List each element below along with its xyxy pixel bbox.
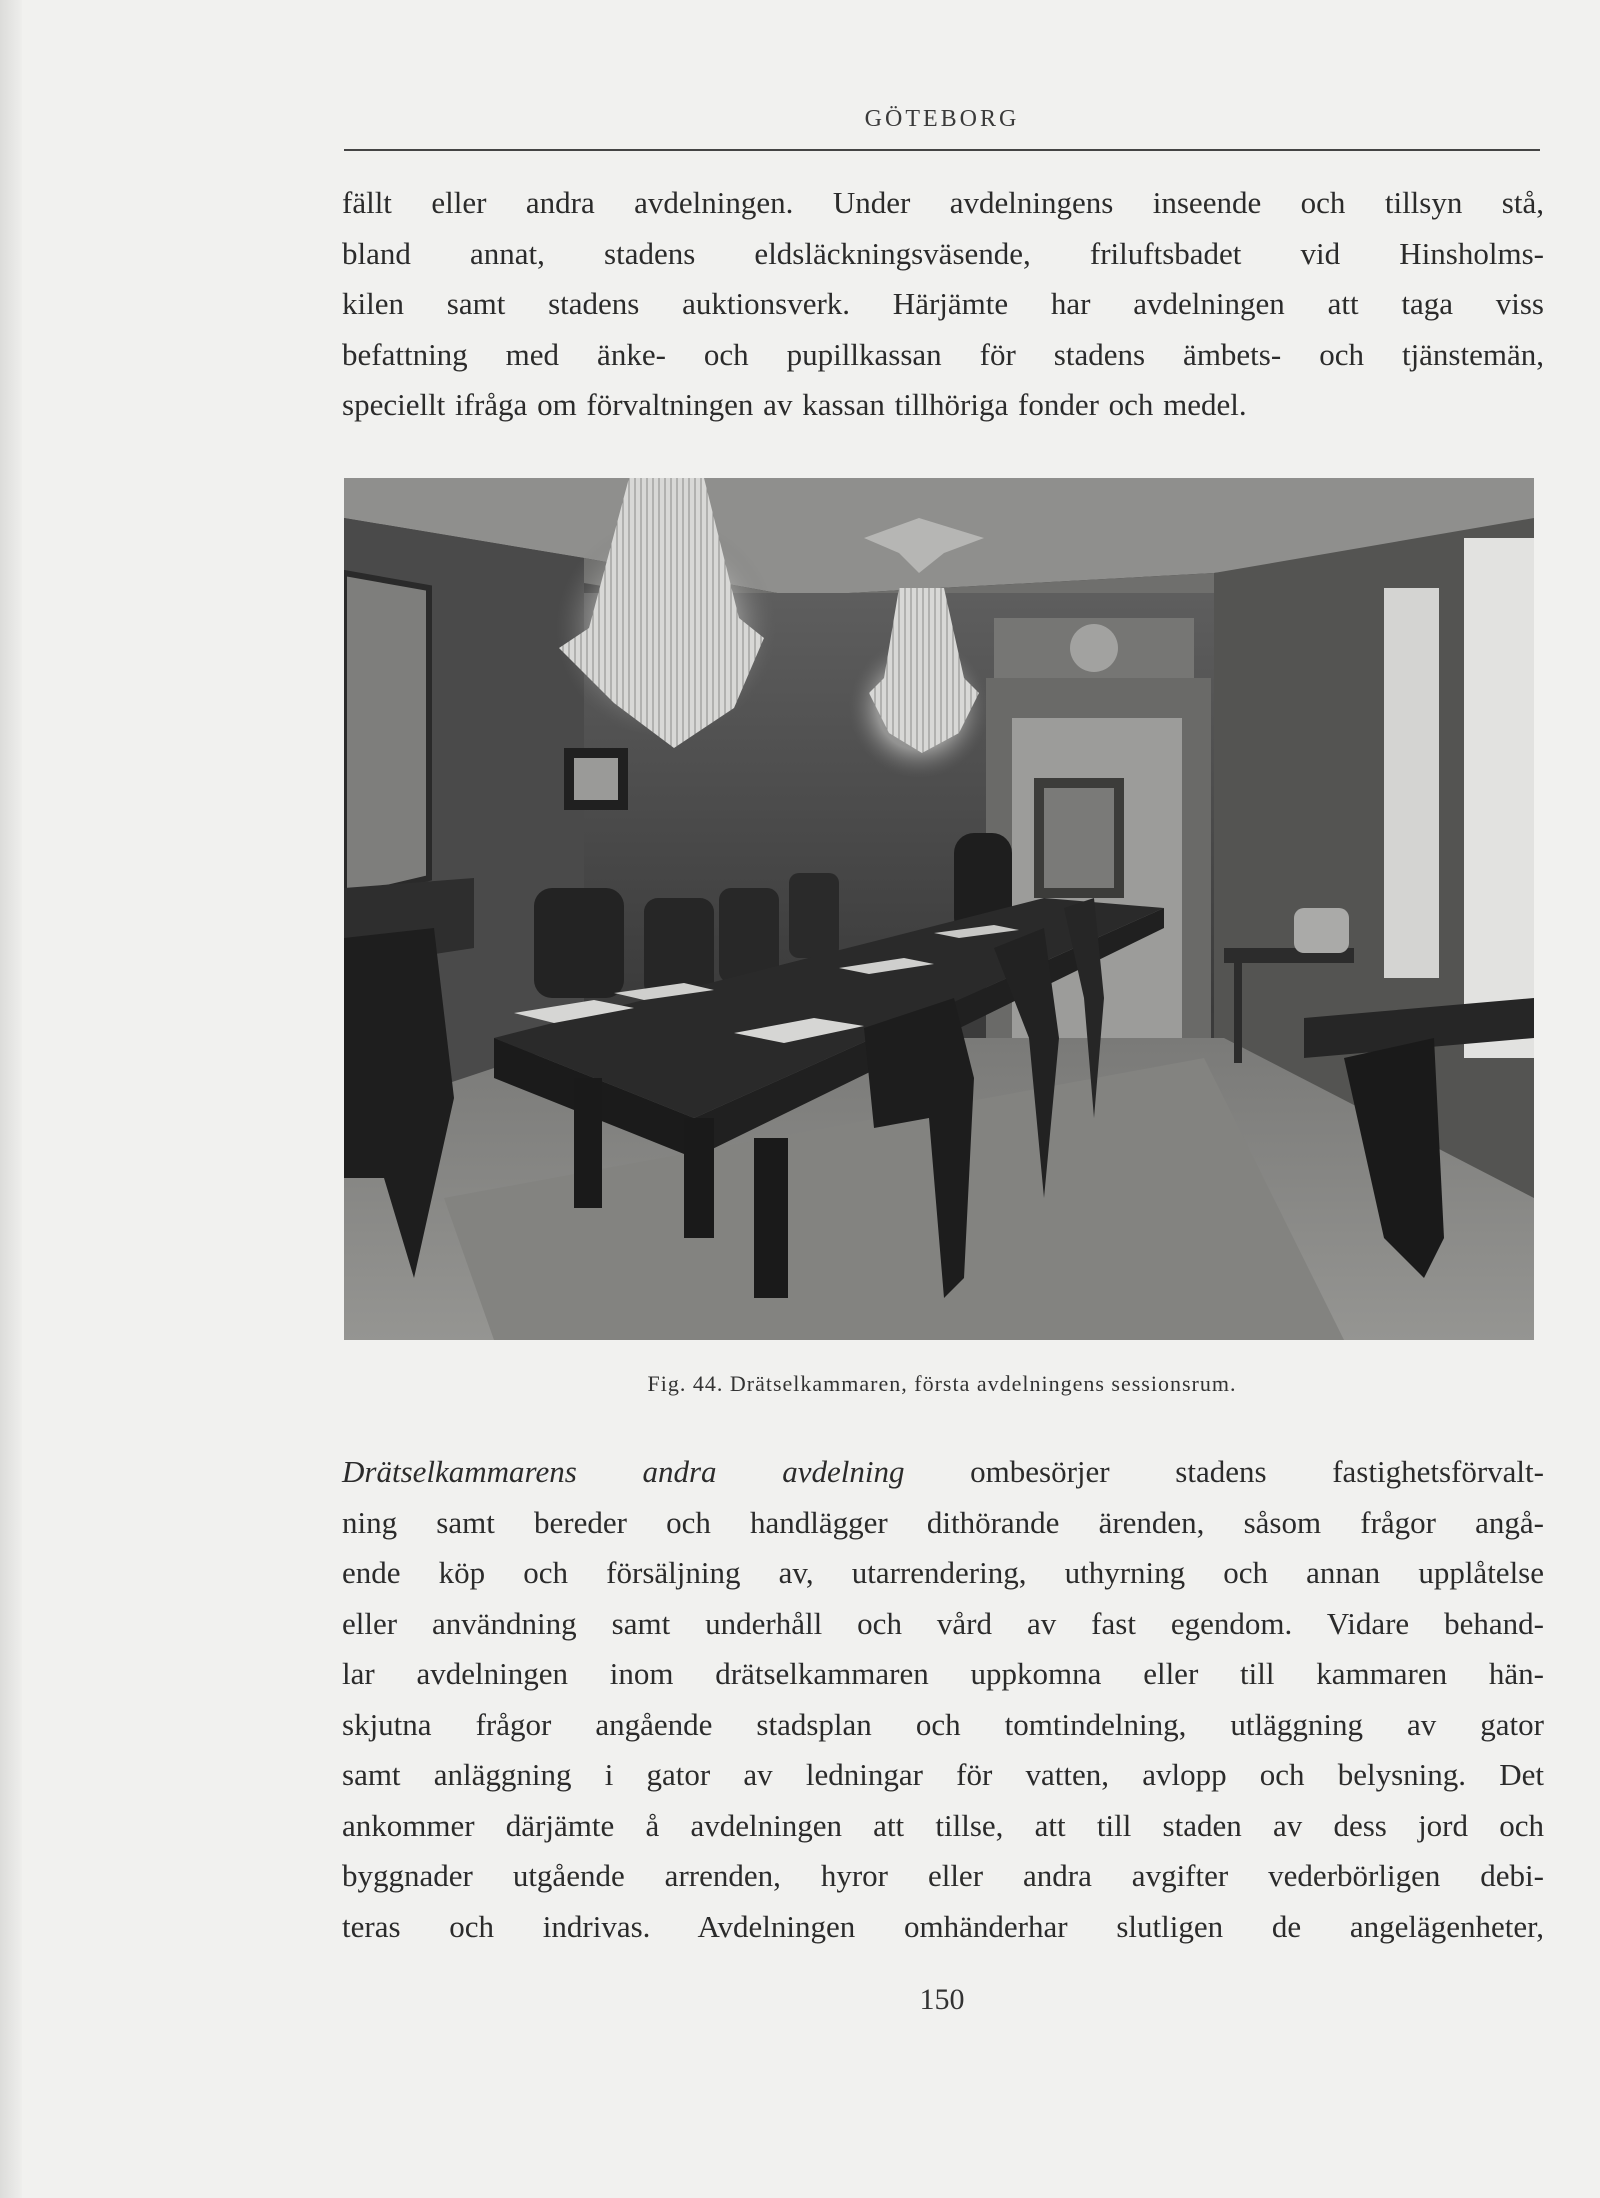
text-line: ankommer därjämte å avdelningen att tillse, att till staden av dess jord och [342, 1807, 1544, 1843]
text-line: bland annat, stadens eldsläckningsväsende, friluftsbadet vid Hinsholms- [342, 235, 1544, 271]
header-rule [344, 149, 1540, 151]
page-number: 150 [919, 1983, 965, 2016]
conference-room-photo [344, 478, 1534, 1340]
photo-illustration [344, 478, 1534, 1340]
text-line: kilen samt stadens auktionsverk. Härjämte har avdelningen att taga viss [342, 286, 1544, 321]
scan-edge [0, 0, 22, 2198]
text-line: samt anläggning i gator av ledningar för vatten, avlopp och belysning. Det [342, 1757, 1544, 1792]
italic-lead: Drätselkammarens andra avdelning [342, 1454, 905, 1489]
text-line: teras och indrivas. Avdelningen omhänderhar slutligen de angelägenheter, [342, 1908, 1544, 1944]
text-line: befattning med änke- och pupillkassan för stadens ämbets- och tjänstemän, [342, 336, 1544, 372]
text-line: ning samt bereder och handlägger dithörande ärenden, såsom frågor angå- [342, 1504, 1544, 1540]
text-line: ende köp och försäljning av, utarrendering, uthyrning och annan upplåtelse [342, 1555, 1544, 1590]
figure-caption: Fig. 44. Drätselkammaren, första avdelningens sessionsrum. [647, 1371, 1237, 1396]
paragraph-2 [342, 1447, 1544, 1952]
text-line: byggnader utgående arrenden, hyror eller andra avgifter vederbörligen debi- [342, 1858, 1544, 1893]
paragraph-1 [342, 178, 1544, 431]
text-line: lar avdelningen inom drätselkammaren uppkomna eller till kammaren hän- [342, 1656, 1544, 1691]
first-line-rest: ombesörjer stadens fastighetsförvalt- [904, 1454, 1544, 1489]
text-line: speciellt ifråga om förvaltningen av kassan tillhöriga fonder och medel. [342, 387, 1247, 422]
text-line: skjutna frågor angående stadsplan och tomtindelning, utläggning av gator [342, 1706, 1544, 1742]
text-line: eller användning samt underhåll och vård av fast egendom. Vidare behand- [342, 1605, 1544, 1641]
text-line: fällt eller andra avdelningen. Under avdelningens inseende och tillsyn stå, [342, 185, 1544, 220]
text-line [342, 1447, 1544, 1498]
running-header: GÖTEBORG [864, 106, 1020, 132]
